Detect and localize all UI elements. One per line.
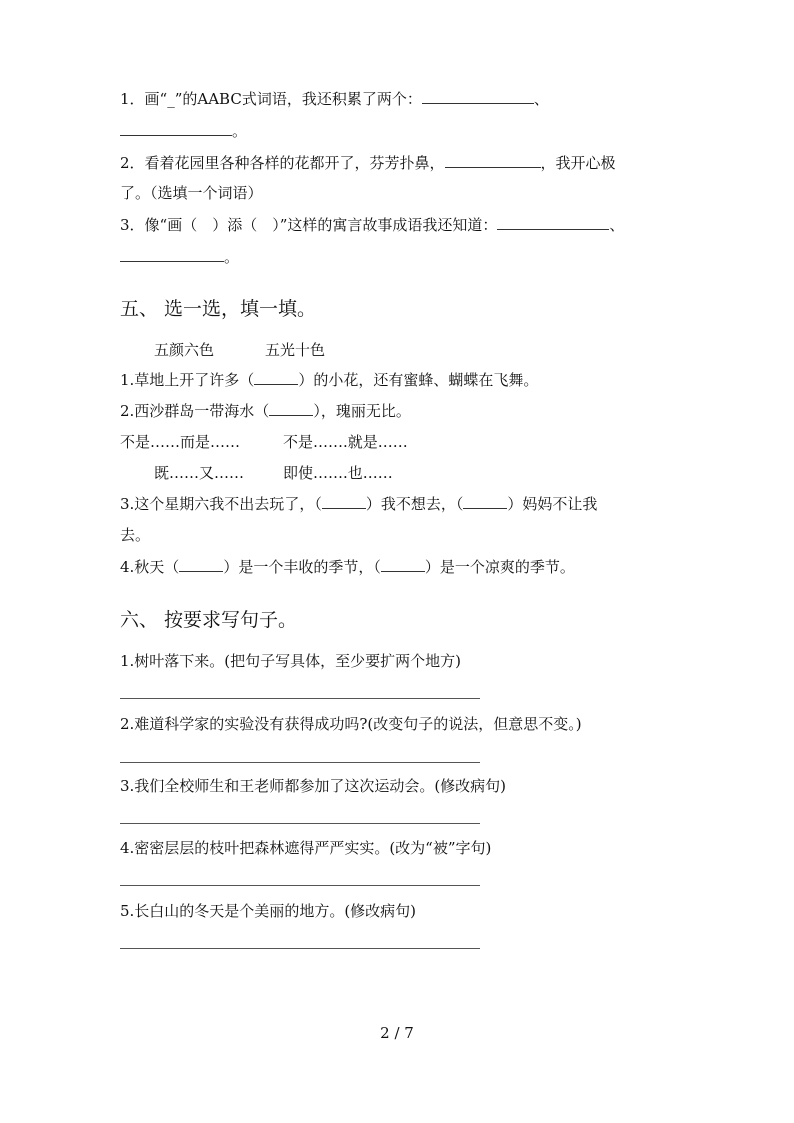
s4-q1-sep: 、	[533, 90, 549, 108]
s4-q1-end: 。	[232, 122, 248, 140]
s4-q3-end: 。	[224, 248, 240, 266]
s5-q1-text-a: 1.草地上开了许多（	[120, 371, 255, 389]
s6-answer-line-4[interactable]	[120, 885, 480, 886]
s6-item-2: 2.难道科学家的实验没有获得成功吗?(改变句子的说法，但意思不变。)	[120, 715, 582, 733]
s5-word-b: 五光十色	[265, 341, 326, 359]
s4-q1-mark: _	[167, 90, 175, 108]
s5-pair1-a: 不是……而是……	[120, 433, 241, 451]
s4-q1-line2	[120, 121, 247, 141]
s4-q3-line1	[120, 215, 624, 235]
s5-word-a: 五颜六色	[154, 341, 215, 359]
s5-q1-text-b: ）的小花，还有蜜蜂、蝴蝶在飞舞。	[298, 371, 539, 389]
s5-q2-blank[interactable]	[269, 401, 313, 416]
s5-q2-text-a: 2.西沙群岛一带海水（	[120, 402, 270, 420]
s5-q2	[120, 401, 411, 421]
s4-q1-text-a: 1．画“	[120, 90, 168, 108]
s5-q3-line2: 去。	[120, 526, 151, 544]
page-number: 2 / 7	[380, 1024, 414, 1042]
section6-title: 六、 按要求写句子。	[120, 609, 298, 631]
s4-q3-sep: 、	[609, 216, 625, 234]
s6-answer-line-2[interactable]	[120, 762, 480, 763]
s4-q1-line1	[120, 89, 549, 109]
s6-answer-line-3[interactable]	[120, 823, 480, 824]
s5-q1-blank[interactable]	[254, 370, 298, 385]
s4-q3-line2	[120, 247, 239, 267]
s4-q1-blank-1[interactable]	[422, 89, 534, 104]
s5-q3-line1	[120, 494, 597, 514]
s6-item-5: 5.长白山的冬天是个美丽的地方。(修改病句)	[120, 902, 417, 920]
s4-q1-blank-2[interactable]	[120, 121, 232, 136]
s5-pair2-a: 既……又……	[154, 464, 245, 482]
s5-q3-blank-2[interactable]	[463, 494, 507, 509]
s5-q4-text-b: ）是一个丰收的季节，（	[223, 558, 381, 576]
s4-q1-text-b: ”的AABC式词语，我还积累了两个：	[174, 90, 422, 108]
s5-q2-text-b: ），瑰丽无比。	[313, 402, 411, 420]
s5-q1	[120, 370, 538, 390]
s6-item-3: 3.我们全校师生和王老师都参加了这次运动会。(修改病句)	[120, 777, 507, 795]
s4-q3-text-a: 3．像“画（ ）添（ ）”这样的寓言故事成语我还知道：	[120, 216, 498, 234]
s4-q2-line2	[120, 183, 263, 203]
s4-q2-text-a: 2．看着花园里各种各样的花都开了，芬芳扑鼻，	[120, 154, 445, 172]
s5-q3-blank-1[interactable]	[322, 494, 366, 509]
s5-q4-blank-2[interactable]	[381, 557, 425, 572]
s5-q4-blank-1[interactable]	[179, 557, 223, 572]
s5-pair1-b: 不是…….就是……	[283, 433, 408, 451]
s5-pair2-b: 即使…….也……	[283, 464, 393, 482]
s4-q2-blank[interactable]	[445, 153, 541, 168]
s4-q2-line1	[120, 153, 616, 173]
s5-q4	[120, 557, 575, 577]
s4-q3-blank-2[interactable]	[120, 247, 224, 262]
s4-q3-blank-1[interactable]	[497, 215, 609, 230]
s4-q2-text-b: ，我开心极	[540, 154, 616, 172]
s5-q3-text-b: ）我不想去，（	[365, 495, 464, 513]
s4-q2-text-c: 了。（选填一个词语）	[120, 184, 263, 202]
s5-q3-text-a: 3.这个星期六我不出去玩了，（	[120, 495, 322, 513]
s6-item-1: 1.树叶落下来。(把句子写具体，至少要扩两个地方)	[120, 652, 462, 670]
s5-q4-text-c: ）是一个凉爽的季节。	[424, 558, 575, 576]
section5-title: 五、 选一选，填一填。	[120, 298, 317, 320]
s6-item-4: 4.密密层层的枝叶把森林遮得严严实实。(改为“被”字句)	[120, 839, 492, 857]
s5-q3-text-c: ）妈妈不让我	[507, 495, 598, 513]
s6-answer-line-1[interactable]	[120, 698, 480, 699]
s5-q4-text-a: 4.秋天（	[120, 558, 180, 576]
s6-answer-line-5[interactable]	[120, 948, 480, 949]
